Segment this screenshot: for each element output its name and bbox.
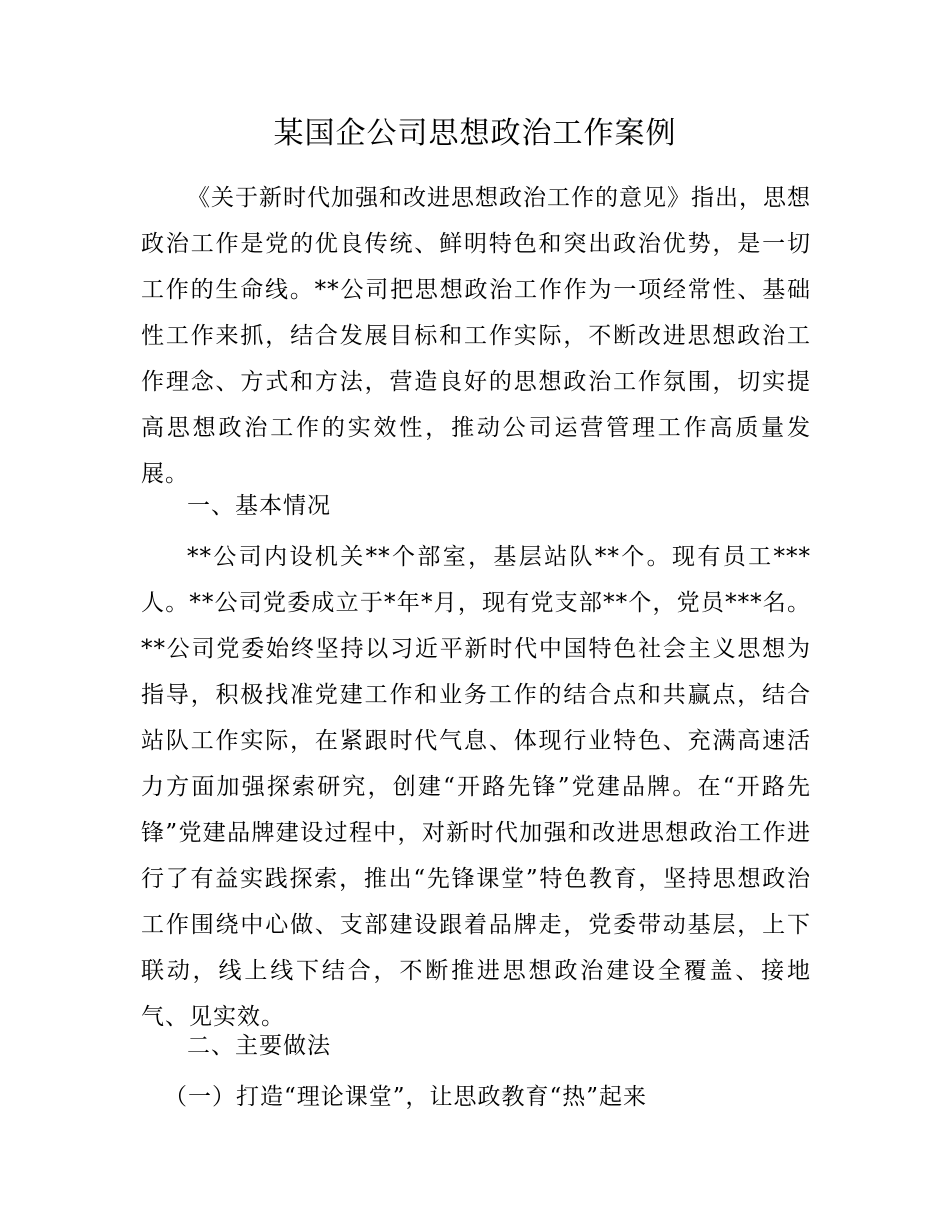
section-heading-main-practices: 二、主要做法	[187, 1033, 331, 1059]
section-heading-basic-situation: 一、基本情况	[187, 493, 331, 519]
document-title: 某国企公司思想政治工作案例	[273, 116, 677, 151]
subsection-heading-theory-classroom: （一）打造“理论课堂”，让思政教育“热”起来	[164, 1084, 648, 1110]
intro-paragraph: 《关于新时代加强和改进思想政治工作的意见》指出，思想政治工作是党的优良传统、鲜明特色和突出政治优势，是一切工作的生命线。**公司把思想政治工作作为一项经常性、基础性工作来抓，结合发展目标和工作实际，不断改进思想政治工作理念、方式和方法，营造良好的思想政治工作氛围，切实提高思想政治工作的实效性，推动公司运营管理工作高质量发展。	[141, 185, 811, 487]
basic-situation-paragraph: **公司内设机关**个部室，基层站队**个。现有员工***人。**公司党委成立于*年*月，现有党支部**个，党员***名。**公司党委始终坚持以习近平新时代中国特色社会主义思想为指导，积极找准党建工作和业务工作的结合点和共赢点，结合站队工作实际，在紧跟时代气息、体现行业特色、充满高速活力方面加强探索研究，创建“开路先锋”党建品牌。在“开路先锋”党建品牌建设过程中，对新时代加强和改进思想政治工作进行了有益实践探索，推出“先锋课堂”特色教育，坚持思想政治工作围绕中心做、支部建设跟着品牌走，党委带动基层，上下联动，线上线下结合，不断推进思想政治建设全覆盖、接地气、见实效。	[141, 544, 811, 1030]
